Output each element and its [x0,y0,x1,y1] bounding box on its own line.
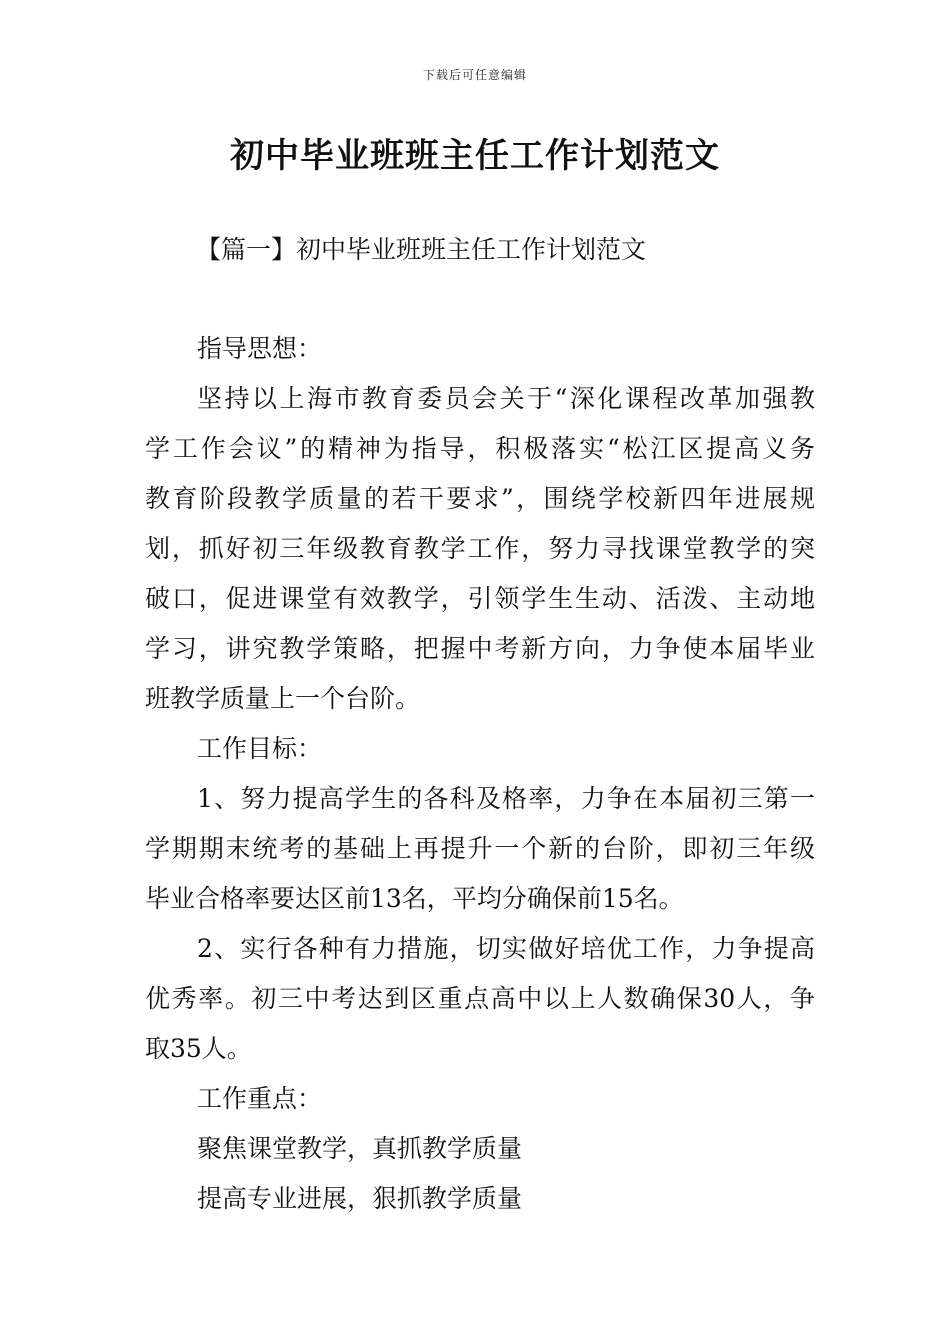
section-subtitle: 【篇一】初中毕业班班主任工作计划范文 [196,235,647,264]
document-title: 初中毕业班班主任工作计划范文 [230,136,720,176]
paragraph-line: 学习，讲究教学策略，把握中考新方向，力争使本届毕业 [145,634,815,663]
paragraph-line: 学工作会议”的精神为指导，积极落实“松江区提高义务 [145,434,815,463]
paragraph-line: 2、实行各种有力措施，切实做好培优工作，力争提高 [197,934,815,963]
heading-work-focus: 工作重点： [197,1084,323,1113]
paragraph-line: 毕业合格率要达区前13名，平均分确保前15名。 [145,884,684,913]
paragraph-line: 班教学质量上一个台阶。 [145,684,421,713]
header-note: 下载后可任意编辑 [422,68,527,82]
paragraph-line: 坚持以上海市教育委员会关于“深化课程改革加强教 [197,384,815,413]
paragraph-line: 提高专业进展，狠抓教学质量 [197,1184,523,1213]
paragraph-line: 破口，促进课堂有效教学，引领学生生动、活泼、主动地 [145,584,815,613]
paragraph-line: 优秀率。初三中考达到区重点高中以上人数确保30人，争 [145,984,815,1013]
paragraph-line: 取35人。 [145,1034,252,1063]
heading-work-goals: 工作目标： [197,734,323,763]
paragraph-line: 划，抓好初三年级教育教学工作，努力寻找课堂教学的突 [145,534,815,563]
heading-guiding-thought: 指导思想： [197,334,323,363]
paragraph-line: 学期期末统考的基础上再提升一个新的台阶，即初三年级 [145,834,815,863]
paragraph-line: 教育阶段教学质量的若干要求”，围绕学校新四年进展规 [145,484,815,513]
paragraph-line: 1、努力提高学生的各科及格率，力争在本届初三第一 [197,784,815,813]
paragraph-line: 聚焦课堂教学，真抓教学质量 [197,1134,523,1163]
